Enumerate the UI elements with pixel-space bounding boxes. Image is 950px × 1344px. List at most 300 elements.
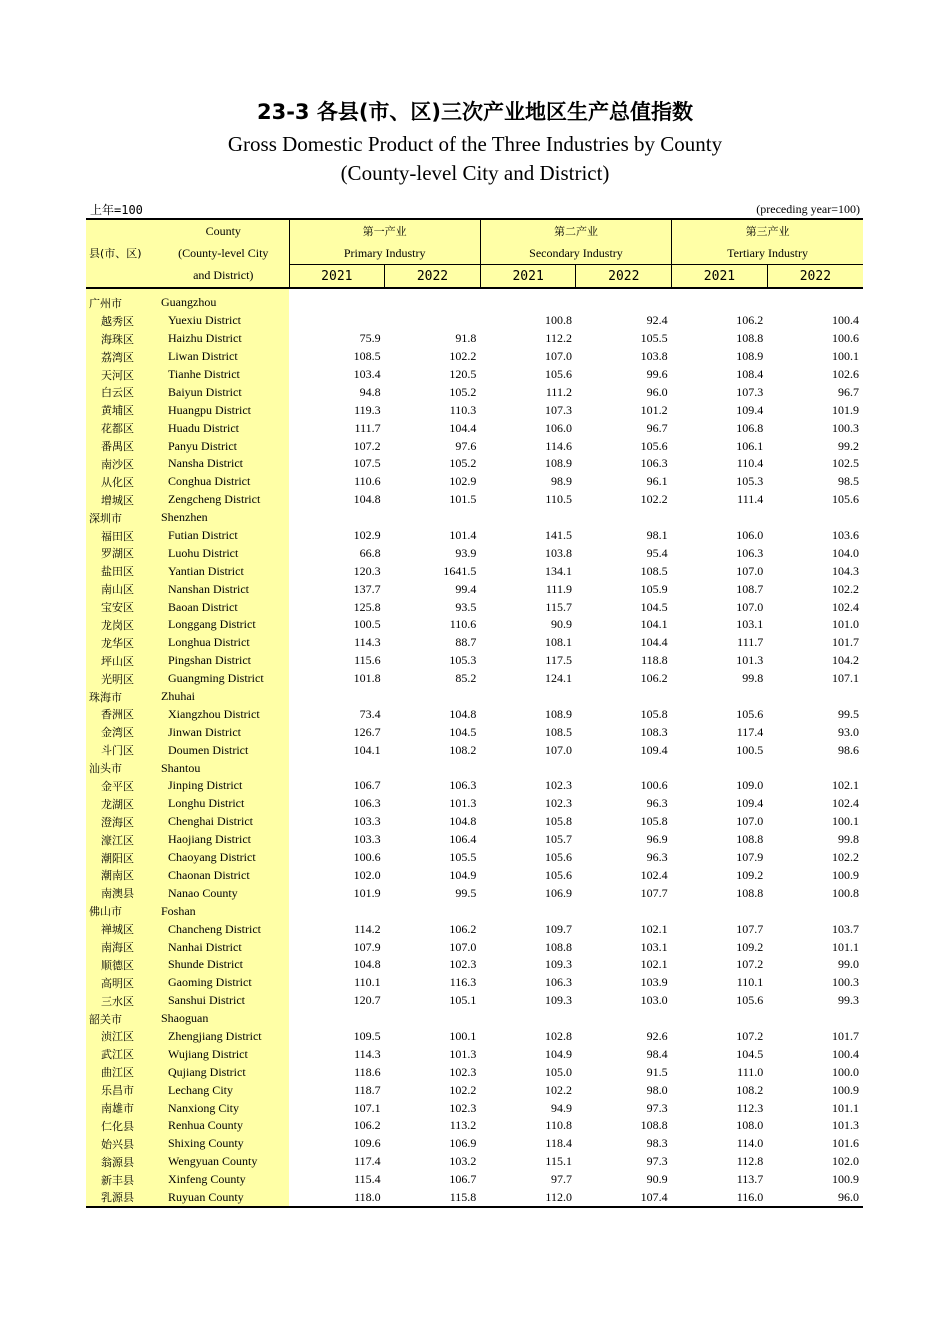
index-value-cell: 92.4: [646, 313, 668, 328]
index-value-cell: 99.8: [742, 671, 764, 686]
region-name-cn: 白云区: [86, 383, 158, 401]
table-row: [86, 634, 863, 652]
index-value-cell: 106.2: [736, 313, 764, 328]
index-value-cell: 90.9: [550, 617, 572, 632]
table-row: [86, 473, 863, 491]
index-value-cell: 107.0: [544, 742, 572, 757]
region-name-en: Chancheng District: [158, 920, 289, 938]
index-value-cell: 107.0: [736, 814, 764, 829]
index-value-cell: 102.3: [449, 1064, 477, 1079]
index-value-cell: 105.8: [544, 814, 572, 829]
region-name-en: Longhu District: [158, 795, 289, 813]
index-value-cell: 104.8: [353, 492, 381, 507]
index-value-cell: 100.6: [640, 778, 668, 793]
region-name-en: Zengcheng District: [158, 491, 289, 509]
primary-header-en: Primary Industry: [289, 242, 480, 265]
page-title-en-line1: Gross Domestic Product of the Three Industries by County: [227, 132, 723, 156]
index-value-cell: 104.5: [736, 1046, 764, 1061]
region-name-en: Nanao County: [158, 884, 289, 902]
index-value-cell: 105.9: [640, 581, 668, 596]
index-value-cell: 101.8: [353, 671, 381, 686]
year-header: 2021: [672, 265, 768, 289]
table-row: [86, 455, 863, 473]
table-row: [86, 1189, 863, 1208]
region-name-cn: 乐昌市: [86, 1081, 158, 1099]
region-name-cn: 荔湾区: [86, 348, 158, 366]
city-row: [86, 688, 863, 706]
index-value-cell: 125.8: [353, 599, 381, 614]
index-value-cell: [767, 294, 863, 312]
index-value-cell: 109.4: [736, 796, 764, 811]
region-name-cn: 福田区: [86, 527, 158, 545]
region-name-cn: 澄海区: [86, 813, 158, 831]
index-value-cell: [576, 902, 672, 920]
index-value-cell: 100.6: [832, 331, 859, 346]
index-value-cell: 98.1: [646, 528, 668, 543]
region-name-cn: 广州市: [86, 294, 158, 312]
index-value-cell: 107.0: [449, 939, 477, 954]
index-value-cell: 107.2: [736, 1028, 764, 1043]
index-value-cell: 102.5: [832, 456, 859, 471]
index-value-cell: 103.3: [353, 814, 381, 829]
index-value-cell: 104.4: [449, 420, 477, 435]
table-row: [86, 527, 863, 545]
index-value-cell: 109.6: [353, 1136, 381, 1151]
index-value-cell: 96.0: [646, 384, 668, 399]
index-value-cell: 106.9: [544, 885, 572, 900]
index-value-cell: 101.1: [832, 1100, 859, 1115]
county-header-en-1: County: [158, 219, 289, 242]
region-name-en: Renhua County: [158, 1117, 289, 1135]
index-value-cell: 120.3: [353, 563, 381, 578]
index-value-cell: 110.1: [736, 975, 764, 990]
region-name-en: Foshan: [158, 902, 289, 920]
index-value-cell: 105.5: [640, 331, 668, 346]
index-value-cell: 109.4: [640, 742, 668, 757]
index-value-cell: 111.2: [545, 384, 572, 399]
region-name-en: Yuexiu District: [158, 312, 289, 330]
index-value-cell: 101.2: [640, 402, 668, 417]
region-name-cn: 潮南区: [86, 867, 158, 885]
index-value-cell: 105.5: [449, 850, 477, 865]
index-value-cell: 98.3: [646, 1136, 668, 1151]
region-name-cn: 南澳县: [86, 884, 158, 902]
region-name-en: Zhuhai: [158, 688, 289, 706]
region-name-cn: 海珠区: [86, 330, 158, 348]
region-name-cn: 香洲区: [86, 705, 158, 723]
region-name-en: Chenghai District: [158, 813, 289, 831]
table-row: [86, 813, 863, 831]
table-row: [86, 723, 863, 741]
index-value-cell: 101.3: [449, 796, 477, 811]
year-header: 2021: [289, 265, 385, 289]
index-value-cell: 100.1: [449, 1028, 477, 1043]
index-value-cell: 111.4: [737, 492, 764, 507]
table-row: [86, 1063, 863, 1081]
index-value-cell: 102.1: [640, 957, 668, 972]
index-value-cell: 99.8: [838, 832, 859, 847]
index-value-cell: [767, 759, 863, 777]
city-row: [86, 294, 863, 312]
index-value-cell: [385, 312, 481, 330]
index-value-cell: 106.3: [640, 456, 668, 471]
index-value-cell: 106.3: [449, 778, 477, 793]
table-row: [86, 401, 863, 419]
index-value-cell: 100.4: [832, 313, 859, 328]
region-name-en: Xinfeng County: [158, 1171, 289, 1189]
index-value-cell: 107.0: [544, 349, 572, 364]
index-value-cell: 107.0: [736, 599, 764, 614]
county-header-cn: 县(市、区): [86, 242, 158, 265]
region-name-en: Pingshan District: [158, 652, 289, 670]
index-value-cell: 106.1: [736, 438, 764, 453]
index-value-cell: 102.2: [832, 850, 859, 865]
index-value-cell: 120.7: [353, 993, 381, 1008]
city-row: [86, 759, 863, 777]
index-value-cell: [385, 1010, 481, 1028]
index-value-cell: 102.4: [640, 867, 668, 882]
index-value-cell: 99.2: [838, 438, 859, 453]
index-value-cell: 111.7: [354, 420, 381, 435]
index-value-cell: 101.5: [449, 492, 477, 507]
index-value-cell: [289, 509, 385, 527]
index-value-cell: 134.1: [544, 563, 572, 578]
index-value-cell: 107.4: [576, 1189, 672, 1208]
region-name-en: Shantou: [158, 759, 289, 777]
index-value-cell: [672, 759, 768, 777]
table-row: [86, 956, 863, 974]
index-value-cell: 110.1: [354, 975, 381, 990]
index-value-cell: 108.4: [736, 367, 764, 381]
region-name-en: Huadu District: [158, 419, 289, 437]
index-value-cell: 88.7: [455, 635, 477, 650]
index-value-cell: 108.9: [544, 706, 572, 721]
index-value-cell: 110.6: [354, 474, 381, 489]
tertiary-header-cn: 第三产业: [672, 219, 863, 242]
index-value-cell: 112.3: [736, 1100, 764, 1115]
index-value-cell: 105.8: [640, 706, 668, 721]
region-name-en: Longgang District: [158, 616, 289, 634]
index-value-cell: [385, 688, 481, 706]
region-name-cn: 汕头市: [86, 759, 158, 777]
index-value-cell: 113.2: [449, 1118, 477, 1133]
index-value-cell: 102.4: [832, 796, 859, 811]
index-value-cell: 108.7: [736, 581, 764, 596]
region-name-en: Shenzhen: [158, 509, 289, 527]
region-name-cn: 金湾区: [86, 723, 158, 741]
table-row: [86, 1135, 863, 1153]
index-value-cell: 66.8: [359, 545, 381, 560]
index-value-cell: [672, 902, 768, 920]
region-name-cn: 武江区: [86, 1045, 158, 1063]
index-value-cell: [289, 312, 385, 330]
region-name-en: Huangpu District: [158, 401, 289, 419]
index-value-cell: 107.3: [544, 402, 572, 417]
index-value-cell: 100.8: [832, 885, 859, 900]
region-name-cn: 宝安区: [86, 598, 158, 616]
index-value-cell: 104.3: [832, 563, 859, 578]
region-name-cn: 盐田区: [86, 562, 158, 580]
index-value-cell: 96.9: [646, 832, 668, 847]
region-name-cn: 深圳市: [86, 509, 158, 527]
region-name-cn: 顺德区: [86, 956, 158, 974]
index-value-cell: 137.7: [353, 581, 381, 596]
index-value-cell: 99.4: [455, 581, 477, 596]
index-value-cell: 73.4: [359, 706, 381, 721]
index-value-cell: 109.0: [736, 778, 764, 793]
region-name-cn: 南山区: [86, 580, 158, 598]
index-value-cell: 104.8: [449, 814, 477, 829]
index-value-cell: 96.7: [646, 420, 668, 435]
city-row: [86, 902, 863, 920]
index-value-cell: 100.3: [832, 420, 859, 435]
index-value-cell: 106.0: [736, 528, 764, 543]
table-row: [86, 849, 863, 867]
table-row: [86, 383, 863, 401]
index-value-cell: 107.2: [353, 438, 381, 453]
region-name-en: Shixing County: [158, 1135, 289, 1153]
index-value-cell: [576, 688, 672, 706]
region-name-cn: 南雄市: [86, 1099, 158, 1117]
index-value-cell: 102.3: [544, 778, 572, 793]
index-value-cell: [289, 902, 385, 920]
index-value-cell: 106.3: [736, 545, 764, 560]
table-row: [86, 348, 863, 366]
index-value-cell: 99.3: [838, 993, 859, 1008]
index-value-cell: 110.5: [545, 492, 572, 507]
index-value-cell: 104.9: [544, 1046, 572, 1061]
index-value-cell: 103.7: [832, 921, 859, 936]
region-name-en: Luohu District: [158, 544, 289, 562]
index-value-cell: 107.5: [353, 456, 381, 471]
region-name-en: Chaonan District: [158, 867, 289, 885]
table-row: [86, 974, 863, 992]
index-value-cell: 126.7: [353, 724, 381, 739]
index-value-cell: 114.3: [354, 1046, 381, 1061]
region-name-en: Ruyuan County: [158, 1189, 289, 1208]
table-row: [86, 330, 863, 348]
index-value-cell: [576, 1010, 672, 1028]
index-value-cell: [767, 509, 863, 527]
index-value-cell: 108.8: [640, 1118, 668, 1133]
index-value-cell: [672, 688, 768, 706]
region-name-en: Jinping District: [158, 777, 289, 795]
index-value-cell: 96.7: [838, 384, 859, 399]
index-value-cell: 112.8: [736, 1154, 764, 1169]
index-value-cell: 120.5: [449, 367, 477, 381]
index-value-cell: [672, 294, 768, 312]
region-name-en: Sanshui District: [158, 992, 289, 1010]
table-row: [86, 1045, 863, 1063]
index-value-cell: 111.7: [737, 635, 764, 650]
region-name-en: Shunde District: [158, 956, 289, 974]
index-value-cell: 98.0: [646, 1082, 668, 1097]
index-value-cell: 102.2: [832, 581, 859, 596]
index-value-cell: 102.0: [832, 1154, 859, 1169]
index-value-cell: 114.3: [354, 635, 381, 650]
index-value-cell: 96.3: [646, 850, 668, 865]
city-row: [86, 1010, 863, 1028]
index-value-cell: 108.8: [736, 885, 764, 900]
index-value-cell: 103.1: [640, 939, 668, 954]
index-value-cell: 104.5: [449, 724, 477, 739]
index-value-cell: 107.3: [736, 384, 764, 399]
index-value-cell: 106.3: [544, 975, 572, 990]
index-value-cell: 109.3: [544, 993, 572, 1008]
region-name-en: Conghua District: [158, 473, 289, 491]
index-value-cell: 99.5: [838, 706, 859, 721]
index-value-cell: 108.3: [640, 724, 668, 739]
index-value-cell: 105.6: [736, 706, 764, 721]
index-value-cell: 101.9: [353, 885, 381, 900]
index-value-cell: 106.7: [353, 778, 381, 793]
index-value-cell: 108.9: [544, 456, 572, 471]
index-value-cell: 102.8: [544, 1028, 572, 1043]
index-value-cell: 104.5: [640, 599, 668, 614]
index-value-cell: 105.2: [449, 384, 477, 399]
index-value-cell: 106.4: [449, 832, 477, 847]
index-value-cell: 100.9: [832, 867, 859, 882]
table-row: [86, 884, 863, 902]
index-value-cell: 101.1: [832, 939, 859, 954]
index-value-cell: 104.0: [832, 545, 859, 560]
index-value-cell: 102.1: [832, 778, 859, 793]
index-value-cell: 118.4: [545, 1136, 572, 1151]
index-value-cell: 108.2: [449, 742, 477, 757]
index-value-cell: 108.0: [736, 1118, 764, 1133]
region-name-en: Shaoguan: [158, 1010, 289, 1028]
index-value-cell: 112.2: [545, 331, 572, 346]
region-name-cn: 仁化县: [86, 1117, 158, 1135]
index-value-cell: [576, 294, 672, 312]
index-value-cell: 102.4: [832, 599, 859, 614]
table-row: [86, 616, 863, 634]
table-row: [86, 741, 863, 759]
region-name-cn: 罗湖区: [86, 544, 158, 562]
index-value-cell: 101.3: [832, 1118, 859, 1133]
region-name-cn: 金平区: [86, 777, 158, 795]
index-value-cell: 107.2: [736, 957, 764, 972]
region-name-en: Liwan District: [158, 348, 289, 366]
index-value-cell: 97.3: [646, 1100, 668, 1115]
region-name-cn: 坪山区: [86, 652, 158, 670]
region-name-en: Guangzhou: [158, 294, 289, 312]
region-name-en: Zhengjiang District: [158, 1028, 289, 1046]
index-value-cell: 98.4: [646, 1046, 668, 1061]
index-value-cell: 92.6: [646, 1028, 668, 1043]
index-value-cell: 103.4: [353, 367, 381, 381]
page-title-en-line2: (County-level City and District): [340, 161, 610, 185]
index-value-cell: [480, 294, 576, 312]
table-row: [86, 831, 863, 849]
index-value-cell: 105.3: [736, 474, 764, 489]
index-value-cell: 117.4: [354, 1154, 381, 1169]
index-value-cell: 115.7: [545, 599, 572, 614]
index-value-cell: 105.7: [544, 832, 572, 847]
index-value-cell: 94.8: [359, 384, 381, 399]
region-name-cn: 乳源县: [86, 1189, 158, 1208]
index-value-cell: 96.1: [646, 474, 668, 489]
primary-header-cn: 第一产业: [289, 219, 480, 242]
index-value-cell: 108.8: [736, 832, 764, 847]
table-row: [86, 312, 863, 330]
index-value-cell: 93.9: [455, 545, 477, 560]
table-row: [86, 1081, 863, 1099]
region-name-en: Wujiang District: [158, 1045, 289, 1063]
year-header: 2022: [767, 265, 863, 289]
index-value-cell: 98.5: [838, 474, 859, 489]
secondary-header-en: Secondary Industry: [480, 242, 671, 265]
index-value-cell: [385, 759, 481, 777]
index-value-cell: 104.4: [640, 635, 668, 650]
region-name-en: Nanshan District: [158, 580, 289, 598]
index-value-cell: 116.3: [449, 975, 477, 990]
region-name-en: Guangming District: [158, 670, 289, 688]
region-name-en: Jinwan District: [158, 723, 289, 741]
region-name-cn: 浈江区: [86, 1028, 158, 1046]
index-value-cell: [480, 759, 576, 777]
index-value-cell: 108.9: [736, 349, 764, 364]
index-value-cell: 103.8: [544, 545, 572, 560]
region-name-cn: 花都区: [86, 419, 158, 437]
index-value-cell: 117.4: [736, 724, 764, 739]
region-name-en: Xiangzhou District: [158, 705, 289, 723]
index-value-cell: 105.6: [544, 867, 572, 882]
region-name-cn: 高明区: [86, 974, 158, 992]
county-header-en-3: and District): [158, 265, 289, 289]
table-row: [86, 562, 863, 580]
table-row: [86, 992, 863, 1010]
index-value-cell: 102.9: [449, 474, 477, 489]
index-value-cell: 107.7: [736, 921, 764, 936]
index-value-cell: 117.5: [545, 653, 572, 668]
index-value-cell: 102.9: [353, 528, 381, 543]
region-name-cn: 禅城区: [86, 920, 158, 938]
index-value-cell: 106.3: [353, 796, 381, 811]
region-name-cn: 黄埔区: [86, 401, 158, 419]
region-name-en: Wengyuan County: [158, 1153, 289, 1171]
region-name-en: Haizhu District: [158, 330, 289, 348]
region-name-cn: 南沙区: [86, 455, 158, 473]
table-row: [86, 1153, 863, 1171]
region-name-cn: 龙岗区: [86, 616, 158, 634]
index-value-cell: 91.5: [646, 1064, 668, 1079]
table-row: [86, 705, 863, 723]
region-name-cn: 濠江区: [86, 831, 158, 849]
region-name-cn: 越秀区: [86, 312, 158, 330]
index-value-cell: 104.9: [449, 867, 477, 882]
table-row: [86, 419, 863, 437]
table-row: [86, 1099, 863, 1117]
table-row: [86, 670, 863, 688]
index-value-cell: 114.0: [736, 1136, 764, 1151]
table-row: [86, 580, 863, 598]
region-name-cn: 始兴县: [86, 1135, 158, 1153]
index-value-cell: 102.3: [449, 1100, 477, 1115]
table-row: [86, 491, 863, 509]
index-value-cell: 113.7: [736, 1172, 764, 1187]
index-value-cell: 106.2: [449, 921, 477, 936]
index-value-cell: 103.1: [736, 617, 764, 632]
index-value-cell: 108.8: [736, 331, 764, 346]
gdp-index-table: [86, 218, 863, 1208]
index-value-cell: 105.0: [544, 1064, 572, 1079]
index-value-cell: 101.4: [449, 528, 477, 543]
index-value-cell: 93.0: [838, 724, 859, 739]
index-value-cell: 100.1: [832, 814, 859, 829]
index-value-cell: 100.0: [832, 1064, 859, 1079]
city-row: [86, 509, 863, 527]
